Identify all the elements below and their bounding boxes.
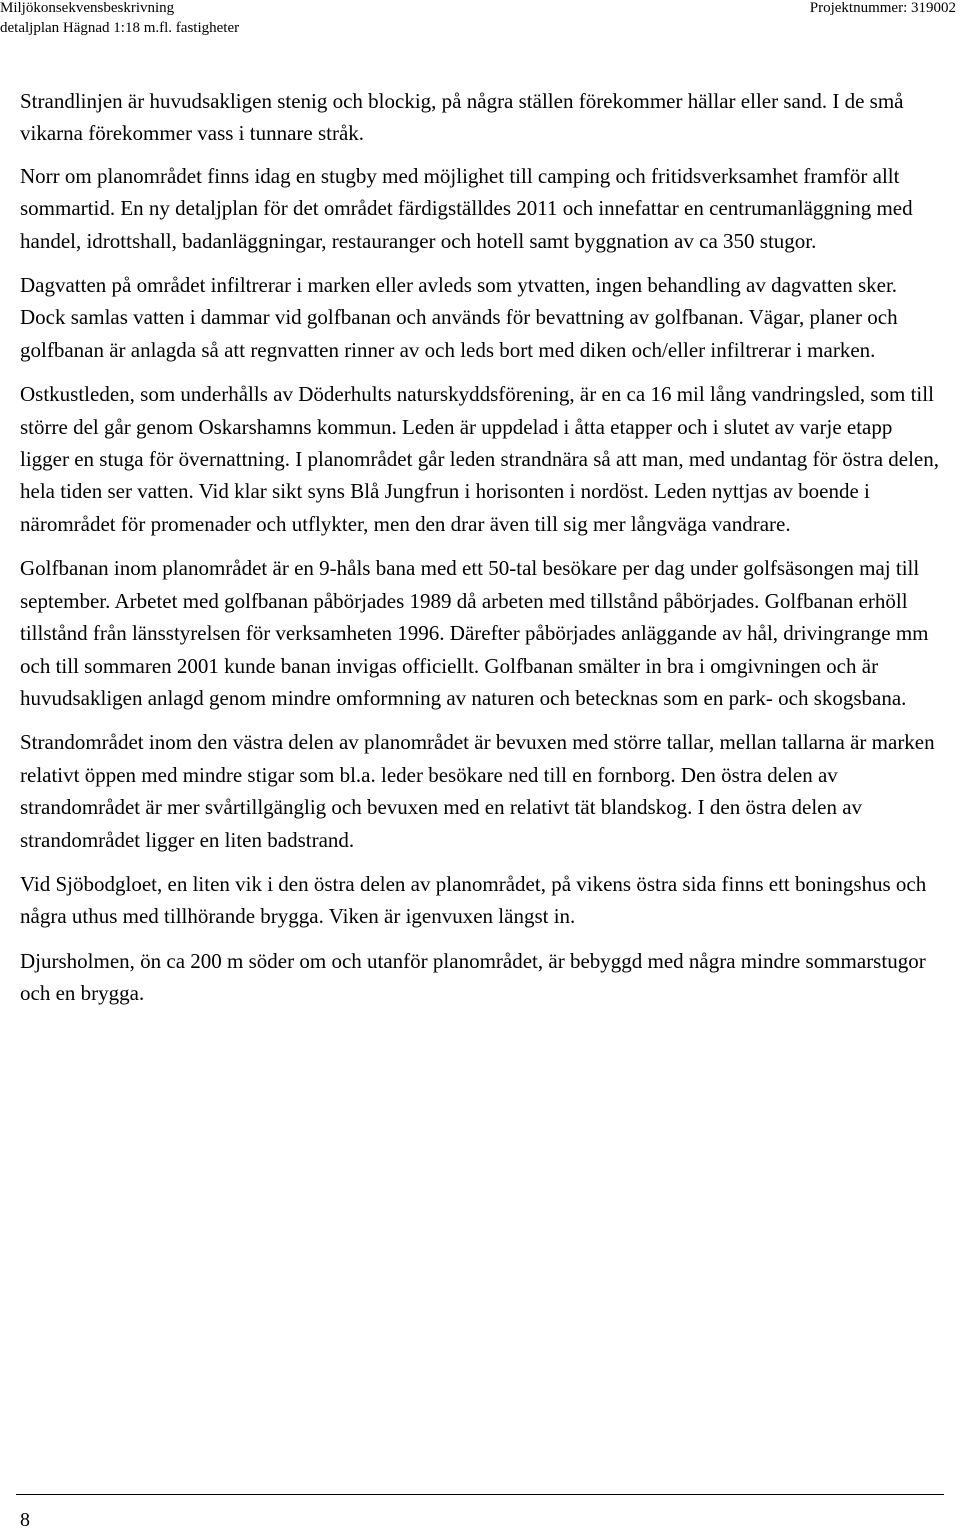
paragraph-stormwater: Dagvatten på området infiltrerar i marken eller avleds som ytvatten, ingen behandling av dagvatten sker. Dock samlas vatten i dammar vid golfbanan och används för bevattning av golfbanan. Vägar, planer och golfbanan är anlagda så att regnvatten rinner av och leds bort med diken och/eller infiltrerar i marken. [20, 273, 898, 362]
paragraph-djursholmen: Djursholmen, ön ca 200 m söder om och utanför planområdet, är bebyggd med några mindre sommarstugor och en brygga. [20, 948, 926, 1006]
document-subject: detaljplan Hägnad 1:18 m.fl. fastigheter [0, 20, 240, 36]
footer-divider [16, 1494, 944, 1495]
header-right [810, 0, 956, 18]
paragraph-golf-course: Golfbanan inom planområdet är en 9-håls bana med ett 50-tal besökare per dag under golfsäsongen maj till september. Arbetet med golfbanan påbörjades 1989 då arbeten med tillstånd påbörjades. Golfbanan erhöll tillstånd från länsstyrelsen för verksamheten 1996. Därefter påbörjades anläggande av hål, drivingrange mm och till sommaren 2001 kunde banan invigas officiellt. Golfbanan smälter in bra i omgivningen och är huvudsakligen anlagd genom mindre omformning av naturen och betecknas som en park- och skogsbana. [20, 556, 929, 710]
page-number: 8 [20, 1509, 30, 1531]
header-left [0, 0, 239, 38]
project-number: Projektnummer: 319002 [809, 0, 956, 16]
paragraph-cabin-village: Norr om planområdet finns idag en stugby med möjlighet till camping och fritidsverksamhet framför allt sommartid. En ny detaljplan för det området färdigställdes 2011 och innefattar en centrumanläggning med handel, idrottshall, badanläggningar, restauranger och hotell samt byggnation av ca 350 stugor. [20, 163, 913, 253]
document-body [20, 85, 946, 1010]
document-type: Miljökonsekvensbeskrivning [0, 0, 175, 16]
paragraph-hiking-trail: Ostkustleden, som underhålls av Döderhults naturskyddsförening, är en ca 16 mil lång vandringsled, som till större del går genom Oskarshamns kommun. Leden är uppdelad i åtta etapper och i slutet av varje etapp ligger en stuga för övernattning. I planområdet går leden strandnära så att man, med undantag för östra delen, hela tiden ser vatten. Vid klar sikt syns Blå Jungfrun i horisonten i nordöst. Leden nyttjas av boende i närområdet för promenader och utflykter, men den drar även till sig mer långväga vandrare. [20, 382, 940, 536]
page-header [0, 0, 960, 44]
paragraph-shoreline: Strandlinjen är huvudsakligen stenig och blockig, på några ställen förekommer hällar eller sand. I de små vikarna förekommer vass i tunnare stråk. [20, 89, 904, 146]
paragraph-beach-area: Strandområdet inom den västra delen av planområdet är bevuxen med större tallar, mellan tallarna är marken relativt öppen med mindre stigar som bl.a. leder besökare ned till en fornborg. Den östra delen av strandområdet är mer svårtillgänglig och bevuxen med en relativt tät blandskog. I den östra delen av strandområdet ligger en liten badstrand. [20, 730, 935, 852]
paragraph-sjobodgloet: Vid Sjöbodgloet, en liten vik i den östra delen av planområdet, på vikens östra sida finns ett boningshus och några uthus med tillhörande brygga. Viken är igenvuxen längst in. [20, 871, 927, 929]
